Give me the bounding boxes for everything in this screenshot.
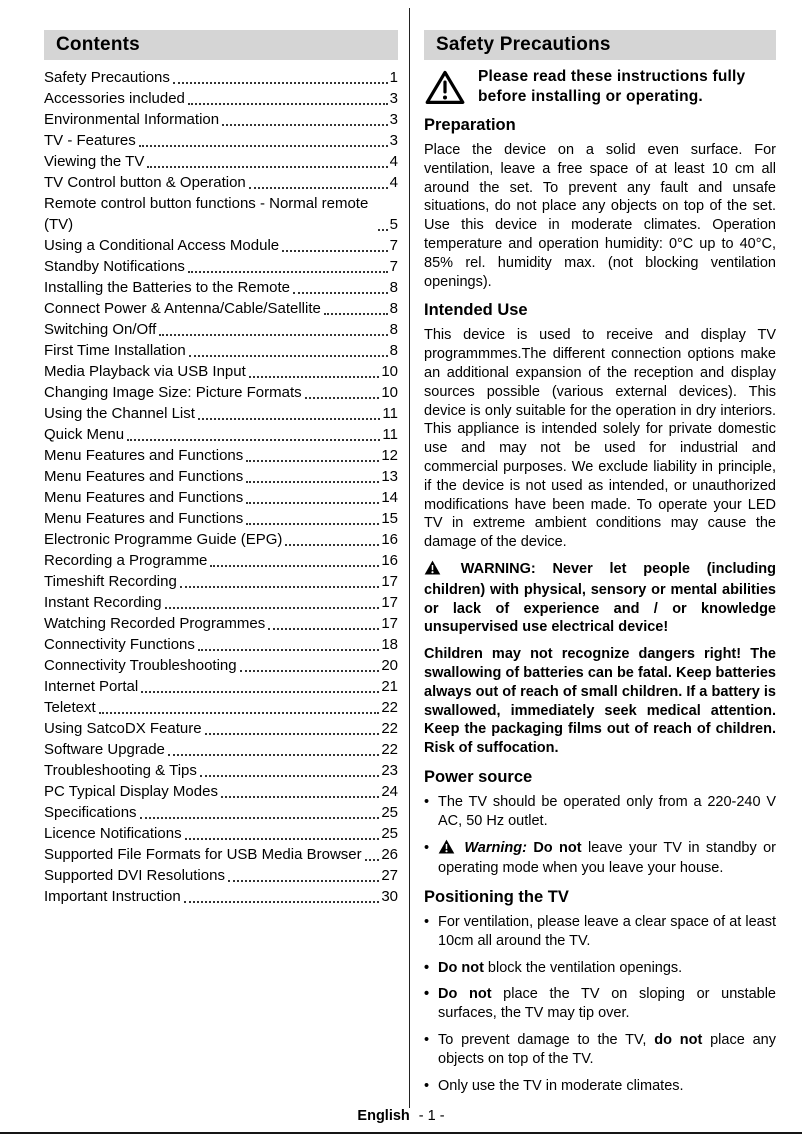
toc-entry-page: 11: [382, 405, 398, 422]
toc-entry-label: Internet Portal: [44, 678, 139, 695]
toc-entry: [44, 88, 398, 109]
toc-entry-page: 18: [381, 636, 398, 653]
toc-entry-label: First Time Installation: [44, 342, 186, 359]
toc-entry: [44, 613, 398, 634]
toc-entry-label: Standby Notifications: [44, 258, 185, 275]
toc-entry-label: Remote control button functions - Normal remote (TV): [44, 195, 369, 233]
toc-entry: [44, 634, 398, 655]
toc-leader-dots: [139, 145, 388, 147]
toc-entry-label: Connectivity Troubleshooting: [44, 657, 237, 674]
toc-leader-dots: [165, 607, 380, 609]
toc-entry-label: Electronic Programme Guide (EPG): [44, 531, 283, 548]
bullet-marker: •: [424, 1032, 430, 1049]
toc-entry-page: 16: [381, 531, 398, 548]
bullet-item: [424, 793, 776, 831]
toc-entry-label: Installing the Batteries to the Remote: [44, 279, 290, 296]
intro-text: [478, 67, 776, 106]
toc-entry: [44, 529, 398, 550]
toc-entry: [44, 109, 398, 130]
toc-entry: [44, 487, 398, 508]
toc-entry-page: 26: [381, 846, 398, 863]
toc-entry-label: PC Typical Display Modes: [44, 783, 218, 800]
toc-entry: [44, 739, 398, 760]
toc-entry-label: Licence Notifications: [44, 825, 182, 842]
bottom-rule: [0, 1132, 802, 1134]
toc-leader-dots: [180, 586, 379, 588]
toc-entry-page: 3: [389, 111, 398, 128]
bullet-marker: •: [424, 793, 430, 810]
toc-entry: [44, 193, 398, 235]
warning-filled-icon: [424, 560, 441, 581]
toc-leader-dots: [285, 544, 379, 546]
text-run: For ventilation, please leave a clear space of at least 10cm all around the TV.: [438, 914, 776, 949]
toc-entry: [44, 466, 398, 487]
toc-entry-page: 8: [389, 342, 398, 359]
paragraph: [424, 560, 776, 637]
toc-entry-page: 22: [381, 741, 398, 758]
footer-page-number: - 1 -: [418, 1108, 445, 1124]
paragraph: [424, 141, 776, 291]
toc-leader-dots: [188, 103, 388, 105]
toc-leader-dots: [249, 376, 380, 378]
toc-entry-label: Media Playback via USB Input: [44, 363, 246, 380]
toc-entry: [44, 151, 398, 172]
toc-entry-page: 5: [389, 216, 398, 233]
safety-title: Safety Precautions: [436, 34, 611, 55]
toc-leader-dots: [99, 712, 380, 714]
toc-leader-dots: [221, 796, 379, 798]
toc-entry-page: 7: [389, 258, 398, 275]
text-run: leave your TV in standby or operating mode when you leave your house.: [438, 839, 776, 877]
toc-leader-dots: [228, 880, 379, 882]
toc-entry: [44, 886, 398, 907]
text-run: WARNING: Never let people (including children) with physical, sensory or mental abilities or lack of experience and / or knowledge unsupervised use electrical device!: [424, 560, 776, 636]
toc-entry-page: 21: [381, 678, 398, 695]
toc-entry-label: Accessories included: [44, 90, 185, 107]
toc-entry-page: 4: [389, 153, 398, 170]
toc-entry: [44, 235, 398, 256]
toc-entry: [44, 865, 398, 886]
text-run: block the ventilation openings.: [483, 959, 683, 976]
bullet-text: [438, 1031, 776, 1069]
bullet-item: [424, 959, 776, 978]
bullet-text: [438, 985, 776, 1023]
toc-entry-page: 10: [381, 363, 398, 380]
toc-entry: [44, 319, 398, 340]
safety-column: [424, 30, 776, 1103]
toc-leader-dots: [168, 754, 379, 756]
toc-entry-label: TV Control button & Operation: [44, 174, 246, 191]
toc-leader-dots: [188, 271, 388, 273]
toc-entry-label: Switching On/Off: [44, 321, 157, 338]
toc-entry: [44, 718, 398, 739]
toc-leader-dots: [198, 418, 380, 420]
toc-entry-label: Teletext: [44, 699, 96, 716]
toc-leader-dots: [305, 397, 380, 399]
text-run: Please read these instructions fully before installing or operating.: [478, 68, 746, 105]
contents-title: Contents: [56, 34, 140, 55]
toc-entry-label: Using a Conditional Access Module: [44, 237, 280, 254]
text-run: Do not: [438, 986, 492, 1003]
toc-leader-dots: [185, 838, 380, 840]
toc-entry-page: 8: [389, 300, 398, 317]
toc-leader-dots: [246, 523, 379, 525]
warning-filled-icon: [438, 839, 455, 860]
bullet-marker: •: [424, 1077, 430, 1094]
toc-entry-label: Menu Features and Functions: [44, 447, 244, 464]
bullet-item: [424, 985, 776, 1023]
toc-leader-dots: [189, 355, 388, 357]
toc-leader-dots: [184, 901, 380, 903]
toc-entry-label: Safety Precautions: [44, 69, 170, 86]
section-heading: Intended Use: [424, 301, 528, 320]
bullet-item: [424, 1077, 776, 1096]
toc-entry-page: 11: [382, 426, 398, 443]
safety-header: [424, 30, 776, 60]
toc-entry-page: 15: [381, 510, 398, 527]
toc-entry-label: Timeshift Recording: [44, 573, 177, 590]
toc-entry-label: Changing Image Size: Picture Formats: [44, 384, 302, 401]
bullet-text: [438, 959, 776, 978]
toc-entry-page: 7: [389, 237, 398, 254]
page-footer: [0, 1108, 802, 1124]
toc-entry-label: TV - Features: [44, 132, 136, 149]
toc-leader-dots: [240, 670, 380, 672]
toc-entry-label: Instant Recording: [44, 594, 162, 611]
toc-entry: [44, 256, 398, 277]
toc-leader-dots: [140, 817, 380, 819]
toc-entry: [44, 802, 398, 823]
toc-entry: [44, 277, 398, 298]
section-heading: Positioning the TV: [424, 888, 569, 907]
footer-language: English: [357, 1108, 410, 1124]
toc-entry-page: 8: [389, 279, 398, 296]
toc-entry-page: 16: [381, 552, 398, 569]
toc-entry-page: 17: [381, 615, 398, 632]
paragraph: [424, 645, 776, 758]
toc-entry-page: 25: [381, 804, 398, 821]
bullet-text: [438, 1077, 776, 1096]
toc-leader-dots: [159, 334, 387, 336]
toc-entry-label: Quick Menu: [44, 426, 125, 443]
toc-entry-label: Using SatcoDX Feature: [44, 720, 202, 737]
bullet-marker: •: [424, 839, 430, 856]
toc-leader-dots: [246, 481, 379, 483]
toc-entry: [44, 130, 398, 151]
toc-entry-page: 10: [381, 384, 398, 401]
toc-entry-label: Recording a Programme: [44, 552, 208, 569]
toc-leader-dots: [200, 775, 379, 777]
toc-entry: [44, 571, 398, 592]
toc-entry-label: Important Instruction: [44, 888, 181, 905]
toc-entry-label: Connect Power & Antenna/Cable/Satellite: [44, 300, 321, 317]
toc-entry-label: Menu Features and Functions: [44, 468, 244, 485]
toc-entry-page: 24: [381, 783, 398, 800]
toc-entry: [44, 592, 398, 613]
toc-entry: [44, 655, 398, 676]
toc-entry-page: 22: [381, 720, 398, 737]
toc-leader-dots: [222, 124, 388, 126]
toc-leader-dots: [210, 565, 379, 567]
toc-entry-page: 3: [389, 132, 398, 149]
toc-entry-page: 30: [381, 888, 398, 905]
toc-entry-label: Environmental Information: [44, 111, 220, 128]
toc-leader-dots: [141, 691, 379, 693]
bullet-marker: •: [424, 914, 430, 931]
bullet-text: [438, 913, 776, 951]
toc-entry: [44, 172, 398, 193]
toc-entry: [44, 844, 398, 865]
toc-leader-dots: [324, 313, 388, 315]
warning-outline-icon: [424, 68, 466, 106]
toc-entry-label: Viewing the TV: [44, 153, 145, 170]
toc-entry: [44, 445, 398, 466]
contents-column: [44, 30, 398, 907]
toc-entry-label: Troubleshooting & Tips: [44, 762, 197, 779]
toc-entry: [44, 760, 398, 781]
toc-entry: [44, 340, 398, 361]
toc-entry: [44, 781, 398, 802]
toc-entry-page: 25: [381, 825, 398, 842]
toc-entry: [44, 382, 398, 403]
toc-entry-page: 17: [381, 594, 398, 611]
section-heading: Power source: [424, 767, 533, 786]
toc-leader-dots: [282, 250, 388, 252]
text-run: Do not: [533, 839, 582, 856]
toc-leader-dots: [173, 82, 388, 84]
text-run: do not: [654, 1032, 703, 1049]
bullet-item: [424, 913, 776, 951]
toc-leader-dots: [246, 502, 379, 504]
contents-header: [44, 30, 398, 60]
toc-entry-label: Supported DVI Resolutions: [44, 867, 225, 884]
toc-leader-dots: [198, 649, 379, 651]
toc-entry: [44, 550, 398, 571]
toc-entry-page: 13: [381, 468, 398, 485]
toc-entry-label: Menu Features and Functions: [44, 510, 244, 527]
section-heading: Preparation: [424, 116, 516, 134]
text-run: To prevent damage to the TV,: [438, 1032, 655, 1049]
toc-list: [44, 67, 398, 907]
toc-entry-page: 14: [381, 489, 398, 506]
text-run: Children may not recognize dangers right! The swallowing of batteries can be fatal. Keep batteries always out of reach of small children. If a battery is swallowed, immediately seek medical attention. Keep the packaging films out of reach of children. Risk of suffocation.: [424, 646, 776, 757]
toc-entry: [44, 67, 398, 88]
toc-entry: [44, 424, 398, 445]
text-run: Do not: [438, 959, 484, 976]
toc-entry-page: 8: [389, 321, 398, 338]
bullet-item: [424, 1031, 776, 1069]
paragraph: [424, 326, 776, 552]
bullet-item: [424, 839, 776, 879]
toc-entry-page: 27: [381, 867, 398, 884]
toc-entry-label: Specifications: [44, 804, 137, 821]
toc-entry-label: Using the Channel List: [44, 405, 195, 422]
text-run: This device is used to receive and display TV programmmes.The different connection options make an additional expansion of the reception and display sources possible (various external devices). This device is only suitable for the operation in dry interiors. This appliance is intended solely for private domestic use and may not be used for industrial and commercial purposes. We exclude liability in principle, if the device is not used as intended, or unauthorized modifications have been made. To operate your LED TV in extreme ambient conditions may cause the damage of the device.: [424, 327, 776, 551]
safety-content: [424, 67, 776, 1095]
toc-entry-page: 4: [389, 174, 398, 191]
toc-entry: [44, 697, 398, 718]
toc-leader-dots: [246, 460, 379, 462]
toc-leader-dots: [127, 439, 380, 441]
text-run: place any objects on top of the TV.: [438, 1032, 776, 1067]
bullet-marker: •: [424, 959, 430, 976]
toc-entry: [44, 298, 398, 319]
text-run: place the TV on sloping or unstable surfaces, the TV may tip over.: [438, 986, 776, 1022]
bullet-text: [438, 839, 776, 879]
toc-entry-label: Software Upgrade: [44, 741, 165, 758]
toc-leader-dots: [378, 229, 388, 231]
toc-entry: [44, 403, 398, 424]
bullet-marker: •: [424, 986, 430, 1003]
toc-entry-label: Menu Features and Functions: [44, 489, 244, 506]
toc-entry-label: Watching Recorded Programmes: [44, 615, 266, 632]
bullet-text: [438, 793, 776, 831]
toc-leader-dots: [293, 292, 388, 294]
text-run: The TV should be operated only from a 220-240 V AC, 50 Hz outlet.: [438, 793, 776, 829]
toc-entry-label: Connectivity Functions: [44, 636, 195, 653]
toc-entry-page: 17: [381, 573, 398, 590]
toc-leader-dots: [268, 628, 379, 630]
toc-leader-dots: [365, 859, 380, 861]
toc-entry: [44, 676, 398, 697]
toc-entry-page: 20: [381, 657, 398, 674]
toc-leader-dots: [249, 187, 388, 189]
column-divider: [409, 8, 410, 1108]
toc-leader-dots: [205, 733, 380, 735]
text-run: Only use the TV in moderate climates.: [438, 1077, 684, 1094]
text-run: Warning:: [458, 839, 534, 856]
toc-entry: [44, 823, 398, 844]
toc-entry-page: 23: [381, 762, 398, 779]
toc-entry-page: 12: [381, 447, 398, 464]
toc-entry: [44, 508, 398, 529]
toc-entry-page: 22: [381, 699, 398, 716]
toc-entry: [44, 361, 398, 382]
text-run: Place the device on a solid even surface. For ventilation, leave a free space of at least 10 cm all around the set. To prevent any fault and unsafe situations, do not place any objects on top of the set. Use this device in moderate climates. Operation temperature and operation humidity: 0°C up to 40°C, 85% rel. humidity max. (not blocking ventilation openings).: [424, 142, 776, 290]
toc-entry-page: 3: [389, 90, 398, 107]
toc-leader-dots: [147, 166, 387, 168]
toc-entry-page: 1: [389, 69, 398, 86]
intro-note: [424, 67, 776, 106]
toc-entry-label: Supported File Formats for USB Media Browser: [44, 846, 362, 863]
